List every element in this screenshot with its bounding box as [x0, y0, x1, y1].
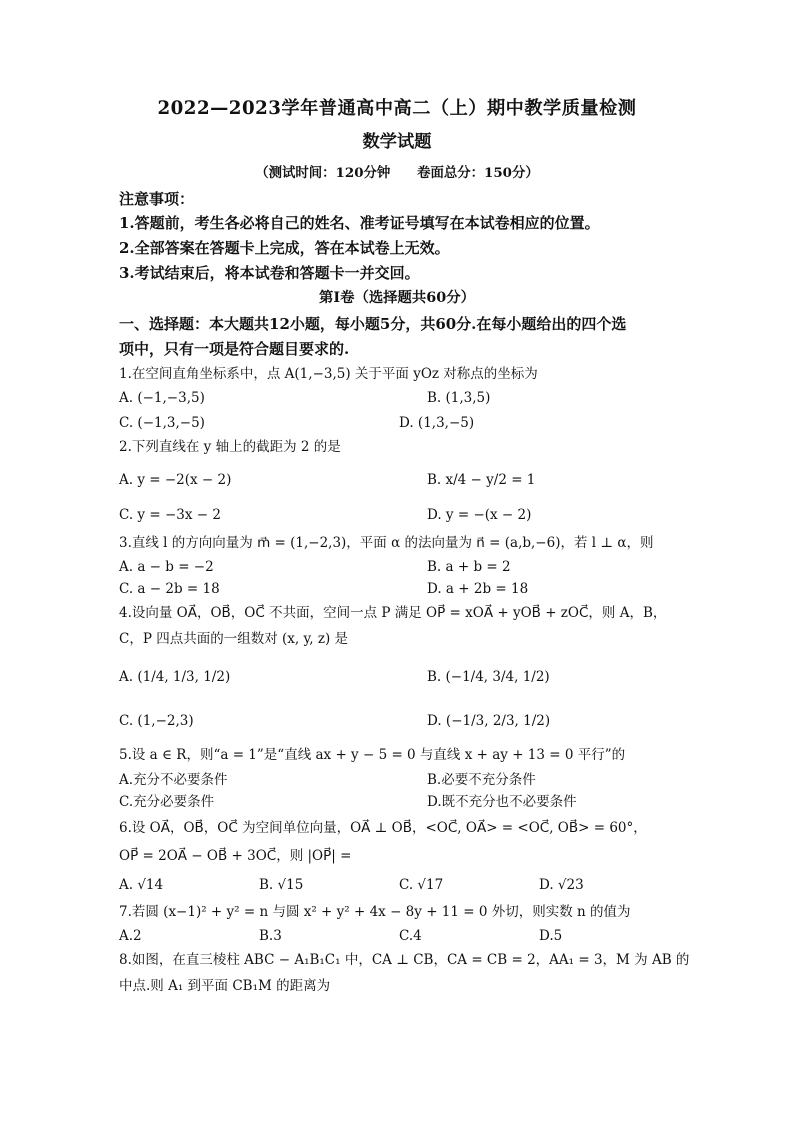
part-heading: 第I卷（选择题共60分）: [319, 290, 475, 306]
option-b: B. x/4 − y/2 = 1: [427, 472, 536, 488]
question-stem: C，P 四点共面的一组数对 (x, y, z) 是: [119, 631, 349, 647]
option-a: A. a − b = −2: [119, 559, 214, 575]
section-instruction: 一、选择题：本大题共12小题，每小题5分，共60分.在每小题给出的四个选: [119, 315, 627, 333]
question-stem: 8.如图，在直三棱柱 ABC − A₁B₁C₁ 中，CA ⊥ CB，CA = CB = 2，AA₁ = 3，M 为 AB 的: [119, 952, 690, 968]
note-item: 3.考试结束后，将本试卷和答题卡一并交回。: [119, 264, 420, 282]
option-c: C. y = −3x − 2: [119, 507, 221, 523]
option-d: D. (1,3,−5): [399, 415, 475, 431]
question-stem: 中点.则 A₁ 到平面 CB₁M 的距离为: [119, 978, 331, 994]
option-b: B.3: [259, 928, 282, 944]
option-a: A. y = −2(x − 2): [119, 472, 232, 488]
option-d: D. y = −(x − 2): [427, 507, 532, 523]
question-stem: 7.若圆 (x−1)² + y² = n 与圆 x² + y² + 4x − 8y + 11 = 0 外切，则实数 n 的值为: [119, 904, 631, 920]
notes-heading: 注意事项：: [119, 190, 195, 208]
option-a: A. (−1,−3,5): [119, 390, 205, 406]
option-c: C. a − 2b = 18: [119, 581, 220, 597]
question-stem: 1.在空间直角坐标系中，点 A(1,−3,5) 关于平面 yOz 对称点的坐标为: [119, 366, 538, 382]
option-b: B. (−1/4, 3/4, 1/2): [427, 669, 550, 685]
section-instruction: 项中，只有一项是符合题目要求的.: [119, 340, 350, 358]
question-stem: 2.下列直线在 y 轴上的截距为 2 的是: [119, 439, 341, 455]
option-b: B. √15: [259, 877, 304, 893]
question-stem: 3.直线 l 的方向向量为 m⃗ = (1,−2,3)，平面 α 的法向量为 n⃗ = (a,b,−6)，若 l ⊥ α，则: [119, 535, 654, 551]
option-a: A. √14: [119, 877, 164, 893]
option-d: D. a + 2b = 18: [427, 581, 529, 597]
exam-meta: （测试时间：120分钟 卷面总分：150分）: [255, 165, 539, 181]
subject-title: 数学试题: [362, 132, 432, 152]
option-c: C. √17: [399, 877, 444, 893]
option-d: D.5: [539, 928, 563, 944]
option-b: B. a + b = 2: [427, 559, 511, 575]
option-d: D. √23: [539, 877, 584, 893]
option-c: C. (−1,3,−5): [119, 415, 205, 431]
question-stem: OP⃗ = 2OA⃗ − OB⃗ + 3OC⃗，则 |OP⃗| =: [119, 848, 352, 864]
option-c: C. (1,−2,3): [119, 713, 194, 729]
note-item: 2.全部答案在答题卡上完成，答在本试卷上无效。: [119, 239, 450, 257]
note-item: 1.答题前，考生各必将自己的姓名、准考证号填写在本试卷相应的位置。: [119, 214, 600, 232]
option-a: A.2: [119, 928, 142, 944]
option-c: C.4: [399, 928, 422, 944]
question-stem: 6.设 OA⃗，OB⃗，OC⃗ 为空间单位向量，OA⃗ ⊥ OB⃗，<OC⃗, OA⃗> = <OC⃗, OB⃗> = 60°，: [119, 820, 647, 836]
exam-title: 2022—2023学年普通高中高二（上）期中教学质量检测: [157, 98, 637, 119]
question-stem: 5.设 a ∈ R，则“a = 1”是“直线 ax + y − 5 = 0 与直线 x + ay + 13 = 0 平行”的: [119, 747, 626, 763]
option-b: B.必要不充分条件: [427, 772, 536, 788]
option-b: B. (1,3,5): [427, 390, 491, 406]
option-d: D. (−1/3, 2/3, 1/2): [427, 713, 551, 729]
option-c: C.充分必要条件: [119, 794, 215, 810]
option-d: D.既不充分也不必要条件: [427, 794, 577, 810]
option-a: A. (1/4, 1/3, 1/2): [119, 669, 231, 685]
option-a: A.充分不必要条件: [119, 772, 228, 788]
question-stem: 4.设向量 OA⃗，OB⃗，OC⃗ 不共面，空间一点 P 满足 OP⃗ = xOA⃗ + yOB⃗ + zOC⃗，则 A，B，: [119, 605, 667, 621]
